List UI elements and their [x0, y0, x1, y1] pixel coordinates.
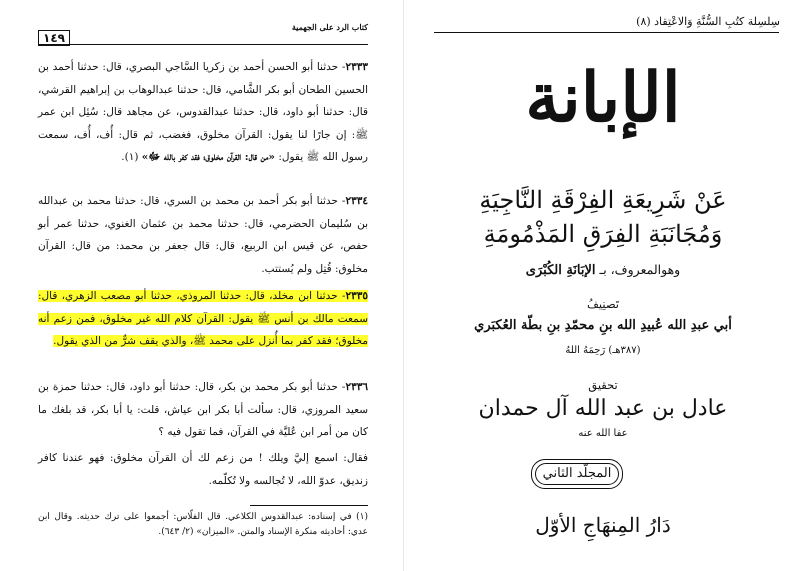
running-header [38, 22, 368, 45]
footnote: (١) في إسناده: عبدالقدوس الكلاعي. قال الفلّاس: أجمعوا على ترك حديثه. وقال ابن عدي: أحاديثه منكرة الإسناد والمتن. «الميزان» (٢/ ٦٤٣). [38, 512, 368, 537]
known-as [438, 262, 768, 278]
series-rule [434, 32, 779, 33]
subtitle-line-1: عَنْ شَرِيعَةِ الفِرْقَةِ النَّاجِيَةِ [479, 186, 727, 214]
known-as-name: الإبَانَةِ الكُبْرَى [525, 263, 596, 278]
authorship-label: تَصنِيفُ [586, 297, 620, 311]
hadith-number: ٢٣٣٣ [345, 61, 368, 73]
subtitle-line-2: وَمُجَانَبَةِ الفِرَقِ المَذْمُومَةِ [483, 220, 723, 248]
page-number: ١٤٩ [38, 30, 70, 46]
hadith-text: - حدثنا أبو بكر محمد بن بكر، قال: حدثنا أبو داود، قال: حدثنا حمزة بن سعيد المروزي، قال: سألت أبا بكر ابن عياش، قلت: يا أبا بكر، قد بلغك ما كان من أمر ابن عُليَّة في القرآن، فما تقول فيه ؟ [38, 381, 368, 438]
hadith-text: - حدثنا أبو الحسن أحمد بن زكريا السَّاجي البصري، قال: حدثنا أحمد بن الحسين الطحان أبو بكر الشَّامي، قال: حدثنا عبدالوهاب بن إبراهيم القرشي، قال: حدثنا أبو داود، قال: حدثنا عبدالقدوس، عن مجاهد قال: سُئِل ابن عمر ﷺ: إن جارًا لنا يقول: القرآن مخلوق، فغضب، ثم قال: أُف، أُف، سمعت رسول الله ﷺ يقول: [38, 61, 368, 163]
hadith-text: - حدثنا أبو بكر أحمد بن محمد بن السري، قال: حدثنا محمد بن عبدالله بن سُليمان الحضرمي، قال: حدثنا محمد بن عثمان الغنوي، حدثنا عمر أبو حفص، عن قيس ابن الربيع، قال: قال جعفر بن محمد: من قال: القرآن مخلوق: قُتِل ولم يُستتب. [38, 195, 368, 275]
highlighted-passage [38, 290, 368, 347]
footnote-rule [250, 505, 368, 506]
author-name: أبي عبدِ الله عُبيدِ الله بنِ محمّدِ بنِ بطّة العُكبَري [474, 318, 732, 333]
hadith-quote: «من قال: القرآن مخلوق؛ فقد كفر بالله ﷻ» [141, 151, 275, 163]
right-page [404, 0, 808, 571]
author-death-date: (٣٨٧هـ) رَحِمَهُ اللهُ [565, 345, 641, 356]
hadith-number: ٢٣٣٦ [345, 381, 368, 393]
main-title: الإبانة [525, 58, 681, 138]
book-title: كتاب الرد على الجهمية [291, 22, 368, 32]
editing-label: تحقيق [588, 378, 618, 392]
hadith-number: ٢٣٣٥ [345, 290, 368, 302]
hadith-2334 [38, 190, 368, 280]
hadith-2333 [38, 56, 368, 169]
publisher-name: دَارُ المِنهَاجِ الأوّل [535, 513, 671, 537]
volume-label: المجلّد الثاني [531, 459, 623, 489]
header-rule [38, 44, 368, 45]
hadith-number: ٢٣٣٤ [345, 195, 368, 207]
known-as-prefix: وهوالمعروف، بـ [599, 262, 681, 277]
hadith-2336-reply [38, 447, 368, 492]
hadith-text: - حدثنا ابن مخلد، قال: حدثنا المروذي، حدثنا أبو مصعب الزهري، قال: سمعت مالك بن أنس ﷺ يقول: القرآن كلام الله غير مخلوق، فمن زعم أنه مخلوق؛ فقد كفر بما أُنزل على محمد ﷺ، والذي يقف شرٌّ من الذي يقول. [38, 290, 368, 347]
editor-blessing: عفا الله عنه [578, 428, 628, 439]
series-title: سِلسِلة كتُبِ السُّنَّةِ وَالاعْتِقاد (٨) [636, 15, 780, 28]
hadith-text: فقال: اسمع إليَّ ويلك ! من زعم لك أن القرآن مخلوق: فهو عندنا كافر زنديق، عدوّ الله، لا تُجالسه ولا تُكلّمه. [38, 452, 368, 487]
editor-name: عادل بن عبد الله آل حمدان [478, 396, 728, 421]
hadith-2336 [38, 376, 368, 444]
footnote-ref: (١). [121, 151, 139, 163]
hadith-2335 [38, 285, 368, 353]
